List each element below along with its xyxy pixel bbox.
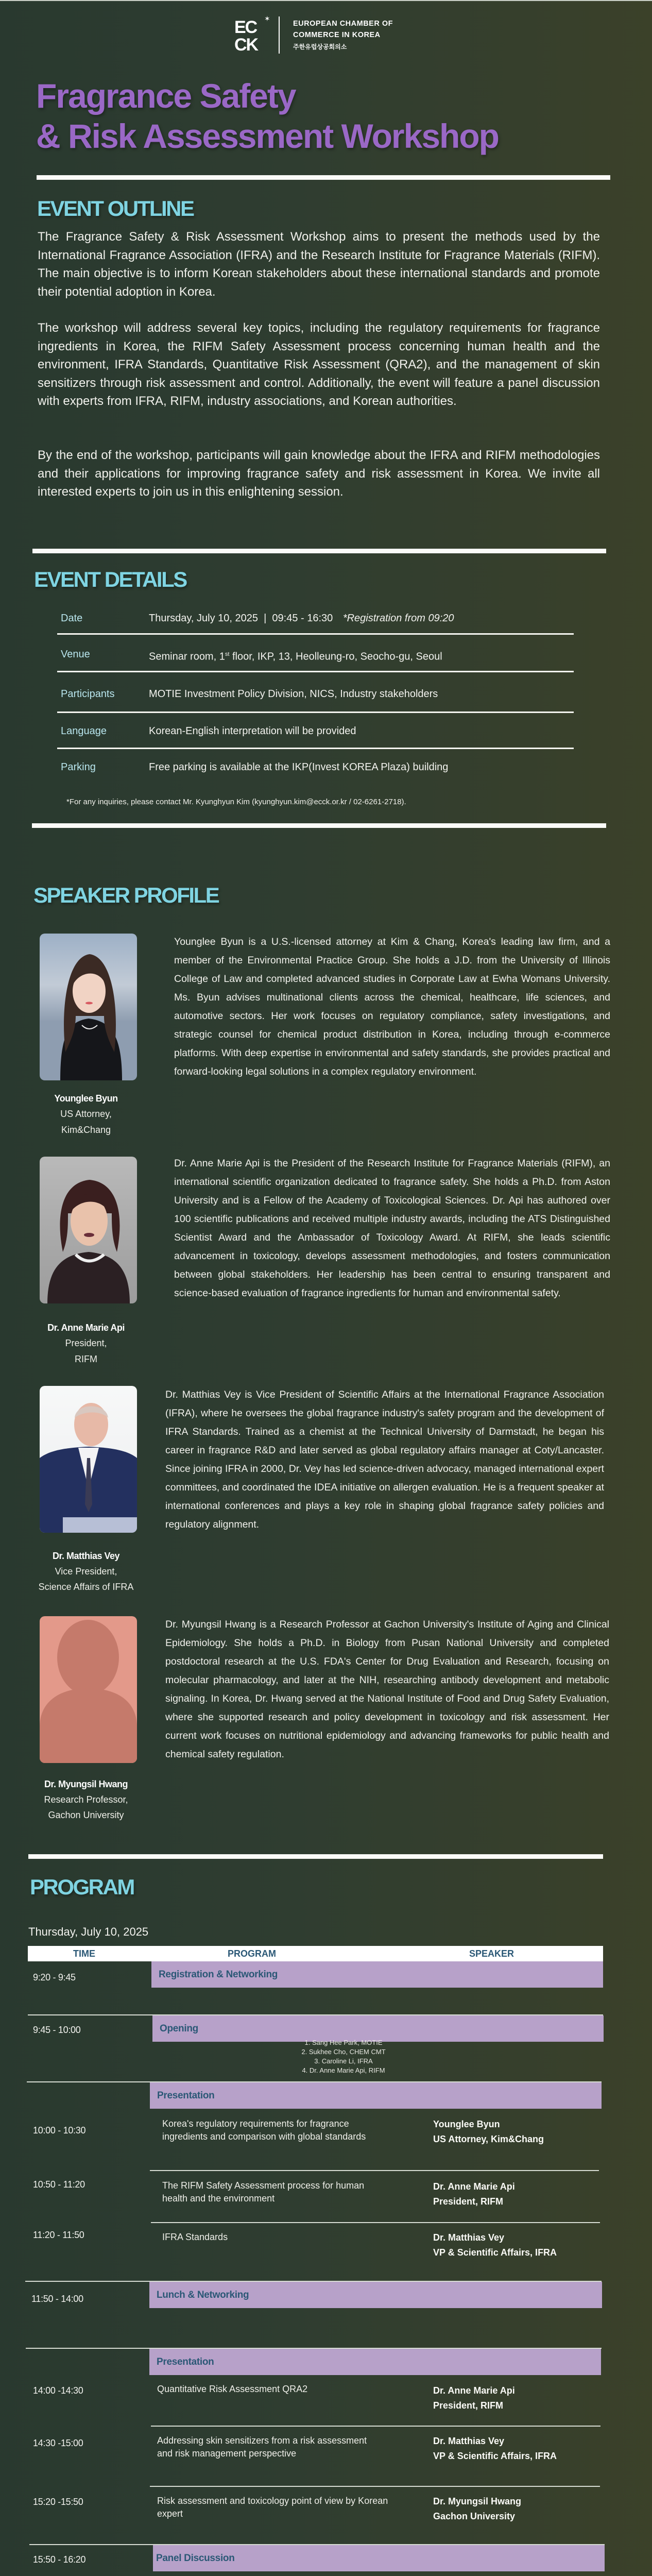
opening-speaker: 3. Caroline Li, IFRA	[314, 2057, 373, 2065]
detail-row-divider	[57, 748, 574, 749]
portrait-image	[40, 1386, 137, 1533]
program-time: 15:20 -15:50	[33, 2497, 83, 2507]
speaker-profile-heading: SPEAKER PROFILE	[33, 883, 219, 907]
program-time: 9:20 - 9:45	[33, 1972, 76, 1982]
speaker-role: US Attorney,	[60, 1109, 112, 1119]
detail-value-parking: Free parking is available at the IKP(Invest KOREA Plaza) building	[149, 761, 449, 773]
program-row-divider	[151, 2222, 600, 2223]
speaker-affiliation: VP & Scientific Affairs, IFRA	[433, 2450, 557, 2461]
program-title: Addressing skin sensitizers from a risk assessment and risk management perspective	[157, 2435, 367, 2459]
section-label: Presentation	[157, 2357, 214, 2367]
speaker-photo-placeholder	[40, 1616, 137, 1763]
speaker-org: RIFM	[75, 1354, 97, 1364]
logo-divider	[279, 16, 280, 54]
section-divider	[37, 175, 610, 180]
speaker-name: Dr. Matthias Vey	[433, 2232, 505, 2243]
program-time: 14:30 -15:00	[33, 2438, 83, 2448]
speaker-photo-matthias-vey	[40, 1386, 137, 1533]
column-header-program: PROGRAM	[228, 1948, 276, 1959]
program-section-presentation	[150, 2082, 602, 2109]
star-icon: ✶	[264, 14, 270, 23]
speaker-affiliation: US Attorney, Kim&Chang	[433, 2133, 544, 2144]
column-header-speaker: SPEAKER	[469, 1948, 514, 1959]
speaker-name: Dr. Myungsil Hwang	[433, 2496, 522, 2506]
program-speaker	[433, 2230, 557, 2260]
program-time: 15:50 - 16:20	[33, 2554, 86, 2565]
program-speaker	[433, 2179, 515, 2209]
detail-value-date	[149, 612, 454, 624]
section-label: Opening	[160, 2023, 198, 2034]
program-time: 14:00 -14:30	[33, 2385, 83, 2396]
ecck-logo	[234, 15, 420, 57]
detail-row-divider	[57, 711, 574, 713]
program-table-header	[28, 1946, 603, 1961]
detail-label-date: Date	[61, 613, 83, 624]
speaker-bio: Younglee Byun is a U.S.-licensed attorney at Kim & Chang, Korea's leading law firm, and a member of the Environmental Practice Group. She holds a J.D. from the University of Illinois College of Law and completed advanced studies in Corporate Law at Ewha Womans University. Ms. Byun advises multinational clients across the chemical, healthcare, life sciences, and automotive sectors. Her work focuses on regulatory compliance, safety investigations, and strategic counsel for chemical product distribution in Korea, including through e-commerce platforms. With deep expertise in environmental and safety standards, she provides practical and forward-looking legal solutions in a complex regulatory environment.	[174, 936, 610, 1077]
program-speaker	[433, 2434, 557, 2463]
speaker-bio: Dr. Anne Marie Api is the President of the Research Institute for Fragrance Materials (RIFM), an international scientific organization dedicated to fragrance safety. She holds a Ph.D. from Aston University and is a Fellow of the Academy of Toxicological Sciences. Dr. Api has authored over 100 scientific publications and received multiple industry awards, including the ATS Distinguished Scientist Award and the Ambassador of Toxicology Award. At RIFM, she leads scientific advancement in toxicology, develops assessment methodologies, and fosters communication between global stakeholders. Her leadership has been central to ensuring transparent and science-based evaluation of fragrance ingredients for human and environmental safety.	[174, 1158, 610, 1299]
program-time: 9:45 - 10:00	[33, 2025, 81, 2035]
program-row-divider	[151, 2426, 600, 2427]
speaker-bio: Dr. Myungsil Hwang is a Research Professor at Gachon University's Institute of Aging and Clinical Epidemiology. She holds a Ph.D. in Biology from Pusan National University and completed postdoctoral research at the U.S. FDA's Center for Drug Evaluation and Research, focusing on molecular pharmacology, and later at the NIH, researching antibody development and metabolic signaling. In Korea, Dr. Hwang served at the National Institute of Food and Drug Safety Evaluation, where she supported research and policy development in toxicology and risk assessment. Her current work focuses on nutritional epidemiology and advancing frameworks for public health and chemical safety regulation.	[165, 1619, 609, 1760]
program-speaker	[433, 2494, 521, 2523]
section-divider	[32, 823, 606, 828]
program-title: The RIFM Safety Assessment process for human health and the environment	[162, 2180, 365, 2204]
detail-label-language: Language	[61, 725, 107, 737]
section-divider	[28, 1854, 603, 1859]
speaker-name: Dr. Myungsil Hwang	[44, 1779, 128, 1789]
ecck-logo-mark: EC CK	[234, 18, 258, 55]
detail-label-venue: Venue	[61, 649, 90, 660]
speaker-affiliation: Gachon University	[433, 2511, 516, 2521]
detail-value-language: Korean-English interpretation will be provided	[149, 725, 356, 737]
speaker-photo-younglee-byun	[40, 934, 137, 1080]
program-speaker	[433, 2383, 515, 2413]
speaker-org: Gachon University	[48, 1810, 124, 1820]
program-date: Thursday, July 10, 2025	[28, 1925, 149, 1938]
speaker-bio: Dr. Matthias Vey is Vice President of Scientific Affairs at the International Fragrance Association (IFRA), where he oversees the global fragrance industry's safety program and the development of IFRA Standards. Trained as a chemist at the Technical University of Darmstadt, he began his career in fragrance R&D and later served as global regulatory affairs manager at Coty/Lancaster. Since joining IFRA in 2000, Dr. Vey has led science-driven advocacy, managed international expert committees, and coordinated the IDEA initiative on allergen evaluation. He is a frequent speaker at international conferences and plays a key role in shaping global fragrance safety policies and regulatory alignment.	[165, 1389, 604, 1530]
speaker-name: Dr. Anne Marie Api	[433, 2385, 515, 2396]
detail-value-venue	[149, 648, 442, 663]
venue-text: Seminar room, 1	[149, 651, 225, 663]
speaker-photo-anne-marie-api	[40, 1157, 137, 1303]
outline-paragraph: By the end of the workshop, participants will gain knowledge about the IFRA and RIFM methodologies and their applications for improving fragrance safety and risk assessment in Korea. We invite all interested experts to join us in this enlightening session.	[38, 448, 600, 499]
program-speaker	[433, 2117, 544, 2146]
logo-text-korean: 주한유럽상공회의소	[293, 43, 347, 50]
program-section-registration	[151, 1961, 603, 1988]
inquiry-note: *For any inquiries, please contact Mr. Kyunghyun Kim (kyunghyun.kim@ecck.or.kr / 02-6261-2718).	[66, 798, 406, 806]
portrait-image	[40, 1157, 137, 1303]
speaker-affiliation: VP & Scientific Affairs, IFRA	[433, 2247, 557, 2258]
column-header-time: TIME	[73, 1948, 95, 1959]
speaker-org: Kim&Chang	[61, 1125, 111, 1135]
logo-text-line2: COMMERCE IN KOREA	[293, 31, 381, 39]
top-edge-line	[0, 0, 652, 1]
portrait-image	[40, 934, 137, 1080]
opening-speaker: 2. Sukhee Cho, CHEM CMT	[301, 2048, 386, 2056]
venue-text-rest: floor, IKP, 13, Heolleung-ro, Seocho-gu, Seoul	[229, 651, 442, 663]
opening-speaker: 1. Sang Hee Park, MOTIE	[304, 2039, 383, 2046]
speaker-affiliation: President, RIFM	[433, 2196, 504, 2207]
venue-superscript: st	[225, 651, 230, 657]
program-time: 10:50 - 11:20	[33, 2179, 85, 2190]
outline-paragraph: The Fragrance Safety & Risk Assessment Workshop aims to present the methods used by the International Fragrance Association (IFRA) and the Research Institute for Fragrance Materials (RIFM). The main objective is to inform Korean stakeholders about these international standards and promote their potential adoption in Korea.	[38, 230, 600, 299]
program-section-presentation	[149, 2349, 601, 2375]
section-label: Registration & Networking	[159, 1969, 278, 1980]
program-section-panel	[153, 2545, 605, 2571]
registration-note: *Registration from 09:20	[342, 613, 454, 624]
program-title: Risk assessment and toxicology point of view by Korean expert	[157, 2496, 388, 2519]
detail-value-participants: MOTIE Investment Policy Division, NICS, Industry stakeholders	[149, 688, 438, 700]
speaker-name: Dr. Matthias Vey	[433, 2436, 505, 2446]
section-label: Panel Discussion	[156, 2553, 235, 2564]
opening-speakers-list	[266, 2038, 421, 2075]
outline-paragraph: The workshop will address several key topics, including the regulatory requirements for fragrance ingredients in Korea, the RIFM Safety Assessment process concerning human health and the environment, IFRA Standards, Quantitative Risk Assessment (QRA2), and the management of skin sensitizers through risk assessment and control. Additionally, the event will feature a panel discussion with experts from IFRA, RIFM, industry associations, and Korean authorities.	[38, 321, 600, 409]
program-title: Korea's regulatory requirements for fragrance ingredients and comparison with global standards	[162, 2119, 366, 2142]
program-heading: PROGRAM	[30, 1875, 134, 1899]
section-label: Presentation	[157, 2090, 215, 2101]
speaker-name: Younglee Byun	[433, 2119, 500, 2129]
speaker-org: Science Affairs of IFRA	[38, 1582, 134, 1592]
event-details-heading: EVENT DETAILS	[34, 567, 186, 591]
speaker-affiliation: President, RIFM	[433, 2400, 504, 2411]
detail-label-parking: Parking	[61, 761, 96, 773]
date-time-text: Thursday, July 10, 2025 | 09:45 - 16:30	[149, 613, 333, 624]
detail-row-divider	[57, 671, 574, 672]
speaker-role: Research Professor,	[44, 1794, 128, 1805]
logo-text-line1: EUROPEAN CHAMBER OF	[293, 20, 393, 28]
section-label: Lunch & Networking	[157, 2290, 249, 2300]
program-time: 10:00 - 10:30	[33, 2125, 86, 2136]
speaker-name: Younglee Byun	[54, 1093, 118, 1104]
program-row-divider	[150, 2170, 599, 2171]
program-section-lunch	[149, 2282, 602, 2308]
person-placeholder-icon	[40, 1616, 137, 1763]
speaker-role: Vice President,	[55, 1566, 117, 1577]
program-title: IFRA Standards	[162, 2232, 228, 2242]
event-outline-heading: EVENT OUTLINE	[37, 196, 194, 221]
program-time: 11:20 - 11:50	[33, 2230, 84, 2240]
section-divider	[32, 549, 606, 553]
program-row-divider	[150, 2486, 600, 2487]
program-title: Quantitative Risk Assessment QRA2	[157, 2384, 308, 2394]
program-time: 11:50 - 14:00	[31, 2294, 83, 2304]
page-title-line1: Fragrance Safety	[36, 77, 296, 115]
detail-row-divider	[57, 633, 574, 635]
speaker-role: President,	[65, 1338, 107, 1348]
speaker-name: Dr. Anne Marie Api	[433, 2181, 515, 2192]
opening-speaker: 4. Dr. Anne Marie Api, RIFM	[302, 2066, 385, 2074]
page-title-line2: & Risk Assessment Workshop	[36, 117, 499, 155]
detail-label-participants: Participants	[61, 688, 115, 700]
speaker-name: Dr. Matthias Vey	[52, 1551, 120, 1561]
speaker-name: Dr. Anne Marie Api	[47, 1323, 125, 1333]
